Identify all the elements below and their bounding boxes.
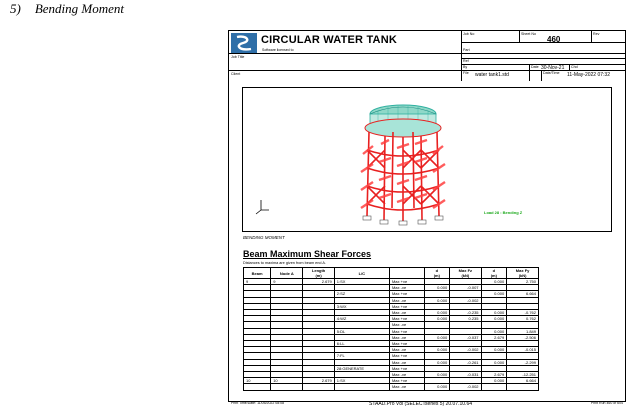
table-cell: 2.750	[507, 279, 539, 285]
column-header: Length (m)	[303, 268, 334, 279]
table-cell: Max -ve	[389, 322, 424, 328]
table-cell: Max +ve	[389, 365, 424, 371]
figure-caption: BENDING MOMENT	[243, 235, 285, 240]
table-cell: -0.002	[450, 347, 481, 353]
table-cell: 0.000	[424, 285, 450, 291]
table-cell: 0.000	[424, 372, 450, 378]
table-cell: -0.015	[507, 347, 539, 353]
table-cell: 10	[271, 378, 303, 384]
table-cell	[271, 384, 303, 390]
rev-label: Rev	[593, 32, 600, 36]
table-cell: Max +ve	[389, 303, 424, 309]
table-cell: -12.251	[507, 372, 539, 378]
table-cell: Max +ve	[389, 316, 424, 322]
table-cell: 2.679	[303, 279, 334, 285]
table-cell: -0.261	[450, 359, 481, 365]
table-cell: 0.000	[481, 291, 507, 297]
table-note: Distances to maxima are given from beam end A.	[243, 261, 326, 265]
table-cell: -0.235	[450, 310, 481, 316]
table-cell: Max +ve	[389, 328, 424, 334]
table-cell: 28:GENERATE	[334, 365, 389, 371]
sheet-no-label: Sheet No	[521, 32, 536, 36]
table-cell: Max -ve	[389, 347, 424, 353]
report-header	[229, 31, 625, 81]
date-time-value: 11-May-2022 07:32	[567, 72, 610, 78]
column-header	[389, 268, 424, 279]
table-cell: 2:SZ	[334, 291, 389, 297]
table-cell: 10	[244, 378, 271, 384]
license-text: Software licensed to	[262, 48, 294, 52]
section-heading	[10, 1, 124, 17]
table-cell: 0.000	[424, 347, 450, 353]
footer-right: Print Run 460 of 604	[590, 401, 623, 405]
table-cell: 0.000	[481, 378, 507, 384]
table-cell: 9	[271, 279, 303, 285]
table-cell: -0.037	[450, 334, 481, 340]
table-cell: 0.000	[424, 384, 450, 390]
table-cell: 2.679	[481, 372, 507, 378]
part-label: Part	[463, 48, 470, 52]
table-cell: 9	[244, 279, 271, 285]
table-cell: Max -ve	[389, 334, 424, 340]
table-cell: Max +ve	[389, 341, 424, 347]
table-cell: 2.679	[303, 378, 334, 384]
table-cell: 0.000	[424, 297, 450, 303]
report-title: CIRCULAR WATER TANK	[261, 34, 397, 46]
table-cell: Max +ve	[389, 378, 424, 384]
table-cell: -2.299	[507, 359, 539, 365]
table-cell	[334, 384, 389, 390]
table-cell: 4:WZ	[334, 316, 389, 322]
report-page	[228, 30, 626, 407]
table-cell: 0.000	[481, 310, 507, 316]
file-label: File	[463, 71, 469, 75]
section-number: 5)	[10, 1, 21, 16]
date-value: 30-Nov-21	[541, 65, 565, 71]
column-header: d (m)	[424, 268, 450, 279]
column-header: d (m)	[481, 268, 507, 279]
table-title: Beam Maximum Shear Forces	[243, 249, 372, 259]
table-cell: Max -ve	[389, 285, 424, 291]
table-cell: Max -ve	[389, 384, 424, 390]
table-header-row	[244, 268, 539, 279]
table-cell: 0.000	[481, 328, 507, 334]
table-cell: 0.000	[424, 310, 450, 316]
column-header: L/C	[334, 268, 389, 279]
file-value: water tank1.std	[475, 72, 509, 78]
column-header: Node A	[271, 268, 303, 279]
table-cell: Max -ve	[389, 310, 424, 316]
job-title-label: Job Title	[231, 55, 245, 59]
load-case-label: Load 28 : Bending Z	[484, 210, 523, 215]
table-cell	[244, 384, 271, 390]
table-cell	[303, 384, 334, 390]
table-cell: Max +ve	[389, 291, 424, 297]
client-label: Client	[231, 72, 241, 76]
table-cell: 0.762	[507, 316, 539, 322]
table-cell: -0.762	[507, 310, 539, 316]
column-header: Max Fz (kN)	[450, 268, 481, 279]
bending-moment-figure	[242, 87, 612, 232]
table-cell: 1:SX	[334, 279, 389, 285]
table-cell: 0.000	[481, 279, 507, 285]
by-label: By	[463, 65, 468, 69]
date-label: Date	[531, 65, 539, 69]
staad-logo-icon	[231, 33, 257, 53]
table-cell: Max +ve	[389, 353, 424, 359]
table-cell: Max +ve	[389, 279, 424, 285]
table-cell	[481, 384, 507, 390]
table-cell: Max -ve	[389, 297, 424, 303]
footer-center: STAAD.Pro V8i (SELECTseries 5) 20.07.10.64	[369, 401, 473, 407]
shear-forces-table	[243, 267, 539, 391]
table-cell: 6:LL	[334, 341, 389, 347]
table-cell: 6.664	[507, 291, 539, 297]
table-body	[244, 279, 539, 391]
ref-label: Ref	[463, 59, 469, 63]
table-cell: -2.506	[507, 334, 539, 340]
table-cell: 3:WX	[334, 303, 389, 309]
table-cell: 7:FL	[334, 353, 389, 359]
table-cell: 2.679	[481, 334, 507, 340]
table-cell: 0.000	[481, 347, 507, 353]
table-cell: Max -ve	[389, 372, 424, 378]
table-cell: 0.000	[424, 359, 450, 365]
table-cell: 0.000	[424, 316, 450, 322]
table-cell: 0.000	[481, 359, 507, 365]
table-cell: 0.000	[481, 316, 507, 322]
table-cell: 0.000	[424, 334, 450, 340]
table-cell: -0.002	[450, 384, 481, 390]
footer-left: Print Time/Date: 11/05/2022 08:08	[231, 401, 285, 405]
date-time-label: Date/Time	[543, 71, 560, 75]
table-cell: 0.235	[450, 316, 481, 322]
axis-icon	[256, 200, 269, 214]
sheet-no-value: 460	[547, 35, 561, 44]
table-cell: 1:SX	[334, 378, 389, 384]
table-cell: Max -ve	[389, 359, 424, 365]
table-cell: 5:DL	[334, 328, 389, 334]
table-cell: -0.007	[450, 285, 481, 291]
table-cell: -0.002	[450, 297, 481, 303]
job-no-label: Job No	[463, 32, 475, 36]
water-tank-model	[243, 88, 611, 231]
column-header: Max Fy (kN)	[507, 268, 539, 279]
table-cell: 1.849	[507, 328, 539, 334]
column-header: Beam	[244, 268, 271, 279]
chd-label: Chd	[571, 65, 578, 69]
table-cell: 6.664	[507, 378, 539, 384]
table-row	[244, 384, 539, 390]
table-cell	[507, 384, 539, 390]
section-title: Bending Moment	[34, 1, 125, 16]
table-cell: -0.031	[450, 372, 481, 378]
